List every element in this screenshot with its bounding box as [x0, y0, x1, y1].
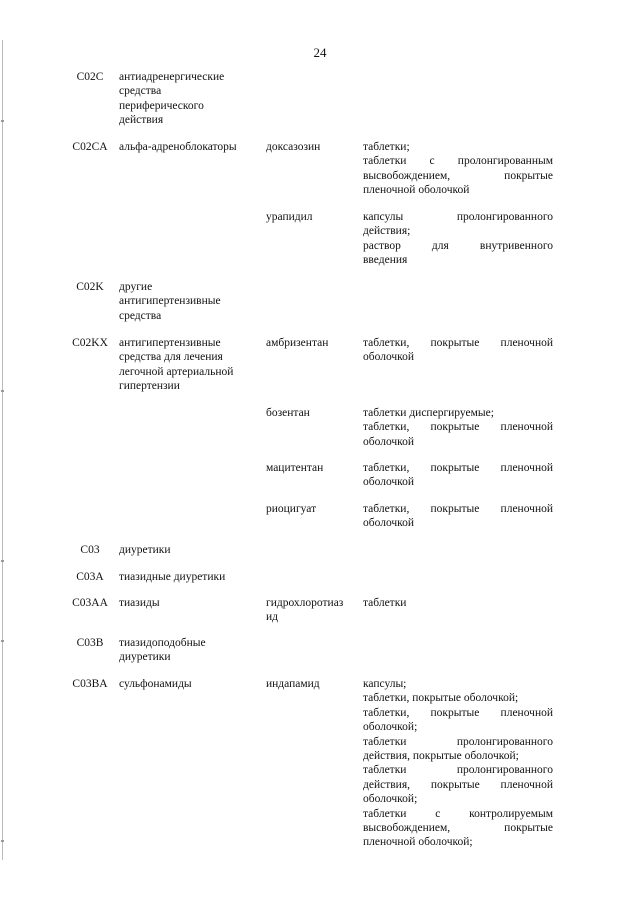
dosage-form-entry	[363, 154, 553, 197]
scan-margin-mark	[1, 560, 4, 562]
drug-name-line: риоцигуат	[266, 503, 317, 515]
drug-name-line: урапидил	[266, 211, 313, 223]
dosage-form-entry	[363, 735, 553, 764]
anatomical-therapeutic-group	[119, 636, 254, 665]
group-text-line: антиадренергические	[119, 71, 225, 83]
drug-name	[266, 677, 358, 691]
dosage-form-line: таблетки	[363, 597, 407, 609]
dosage-form-line: капсулы;	[363, 678, 407, 690]
group-text-line: сульфонамиды	[119, 678, 192, 690]
dosage-form-entry	[363, 239, 553, 268]
dosage-form-line: введения	[363, 254, 408, 267]
anatomical-therapeutic-group	[119, 596, 254, 610]
atc-code: C02CA	[72, 141, 108, 153]
scan-margin-mark	[1, 390, 4, 392]
dosage-forms	[363, 406, 553, 449]
dosage-form-line: действия, покрытые оболочкой;	[363, 750, 519, 763]
dosage-form-line: таблетки, покрытые пленочной	[363, 337, 553, 349]
anatomical-therapeutic-group	[119, 543, 254, 557]
scan-margin-mark	[1, 640, 4, 642]
atc-code: C03B	[76, 637, 104, 649]
group-text-line: действия	[119, 114, 164, 127]
atc-code: C02C	[76, 71, 104, 83]
dosage-forms	[363, 502, 553, 531]
dosage-form-entry	[363, 420, 553, 449]
dosage-form-line: оболочкой	[363, 517, 415, 530]
drug-name	[266, 140, 358, 154]
drug-name	[266, 406, 358, 420]
dosage-form-line: таблетки с пролонгированным	[363, 155, 553, 168]
dosage-form-line: таблетки с контролируемым	[363, 807, 553, 820]
atc-code: C03A	[76, 571, 104, 583]
group-text-line: средства	[119, 85, 162, 98]
scan-margin-mark	[1, 840, 4, 842]
group-text-line: диуретики	[119, 544, 171, 556]
drug-name-line: гидрохлоротиаз	[266, 597, 344, 609]
dosage-form-line: высвобождением, покрытые	[363, 169, 553, 182]
dosage-form-line: таблетки диспергируемые;	[363, 407, 494, 419]
drug-name-line: бозентан	[266, 407, 310, 419]
drug-name	[266, 461, 358, 475]
dosage-form-line: высвобождением, покрытые	[363, 822, 553, 835]
dosage-forms	[363, 596, 553, 610]
dosage-form-line: таблетки, покрытые пленочной	[363, 462, 553, 474]
atc-code: C02K	[76, 281, 104, 293]
drug-name-line: амбризентан	[266, 337, 329, 349]
dosage-form-line: таблетки, покрытые пленочной	[363, 706, 553, 719]
dosage-form-entry	[363, 807, 553, 850]
group-text-line: гипертензии	[119, 380, 180, 393]
group-text-line: альфа-адреноблокаторы	[119, 141, 237, 153]
dosage-form-line: таблетки пролонгированного	[363, 764, 553, 777]
dosage-form-entry	[363, 596, 553, 610]
anatomical-therapeutic-group	[119, 140, 254, 154]
group-text-line: средства для лечения	[119, 351, 223, 364]
drug-name-line: мацитентан	[266, 462, 324, 474]
group-text-line: диуретики	[119, 651, 171, 664]
atc-code: C03BA	[72, 678, 108, 690]
dosage-form-entry	[363, 706, 553, 735]
dosage-form-line: таблетки пролонгированного	[363, 735, 553, 748]
dosage-form-line: оболочкой;	[363, 721, 418, 734]
atc-code: C03	[80, 544, 100, 556]
dosage-forms	[363, 140, 553, 198]
atc-code: C02KX	[72, 337, 108, 349]
dosage-form-entry	[363, 461, 553, 490]
group-text-line: другие	[119, 281, 153, 293]
dosage-form-line: таблетки, покрытые пленочной	[363, 421, 553, 434]
dosage-form-line: раствор для внутривенного	[363, 239, 553, 252]
drug-name-line: ид	[266, 611, 279, 624]
dosage-form-line: оболочкой	[363, 351, 415, 364]
dosage-form-entry	[363, 502, 553, 531]
anatomical-therapeutic-group	[119, 677, 254, 691]
dosage-form-line: оболочкой	[363, 435, 415, 448]
group-text-line: средства	[119, 309, 162, 322]
dosage-form-line: капсулы пролонгированного	[363, 211, 553, 223]
anatomical-therapeutic-group	[119, 570, 254, 584]
drug-name	[266, 336, 358, 350]
group-text-line: тиазидоподобные	[119, 637, 206, 649]
drug-name-line: индапамид	[266, 678, 320, 690]
group-text-line: антигипертензивные	[119, 337, 221, 349]
dosage-form-line: таблетки, покрытые оболочкой;	[363, 692, 519, 705]
dosage-forms	[363, 677, 553, 850]
dosage-form-line: оболочкой;	[363, 793, 418, 806]
dosage-form-line: действия;	[363, 225, 411, 238]
dosage-form-line: пленочной оболочкой	[363, 184, 470, 197]
dosage-form-entry	[363, 140, 553, 154]
dosage-form-entry	[363, 763, 553, 806]
dosage-form-line: таблетки;	[363, 141, 410, 153]
dosage-forms	[363, 461, 553, 490]
anatomical-therapeutic-group	[119, 280, 254, 323]
dosage-form-entry	[363, 406, 553, 420]
group-text-line: антигипертензивные	[119, 295, 221, 308]
dosage-form-entry	[363, 691, 553, 705]
drug-name	[266, 596, 358, 625]
scan-margin-mark	[1, 120, 4, 122]
drug-name-line: доксазозин	[266, 141, 321, 153]
group-text-line: тиазидные диуретики	[119, 571, 226, 583]
dosage-form-line: таблетки, покрытые пленочной	[363, 503, 553, 515]
dosage-form-line: действия, покрытые пленочной	[363, 778, 553, 791]
dosage-form-entry	[363, 210, 553, 239]
dosage-form-line: пленочной оболочкой;	[363, 836, 473, 849]
dosage-forms	[363, 210, 553, 268]
dosage-form-entry	[363, 336, 553, 365]
page-number: 24	[313, 45, 327, 60]
drug-name	[266, 210, 358, 224]
anatomical-therapeutic-group	[119, 336, 254, 394]
dosage-form-entry	[363, 677, 553, 691]
dosage-forms	[363, 336, 553, 365]
anatomical-therapeutic-group	[119, 70, 254, 128]
group-text-line: периферического	[119, 99, 204, 112]
scan-left-margin-line	[2, 40, 3, 860]
atc-code: C03AA	[72, 597, 108, 609]
group-text-line: тиазиды	[119, 597, 160, 609]
dosage-form-line: оболочкой	[363, 476, 415, 489]
drug-name	[266, 502, 358, 516]
group-text-line: легочной артериальной	[119, 365, 234, 378]
